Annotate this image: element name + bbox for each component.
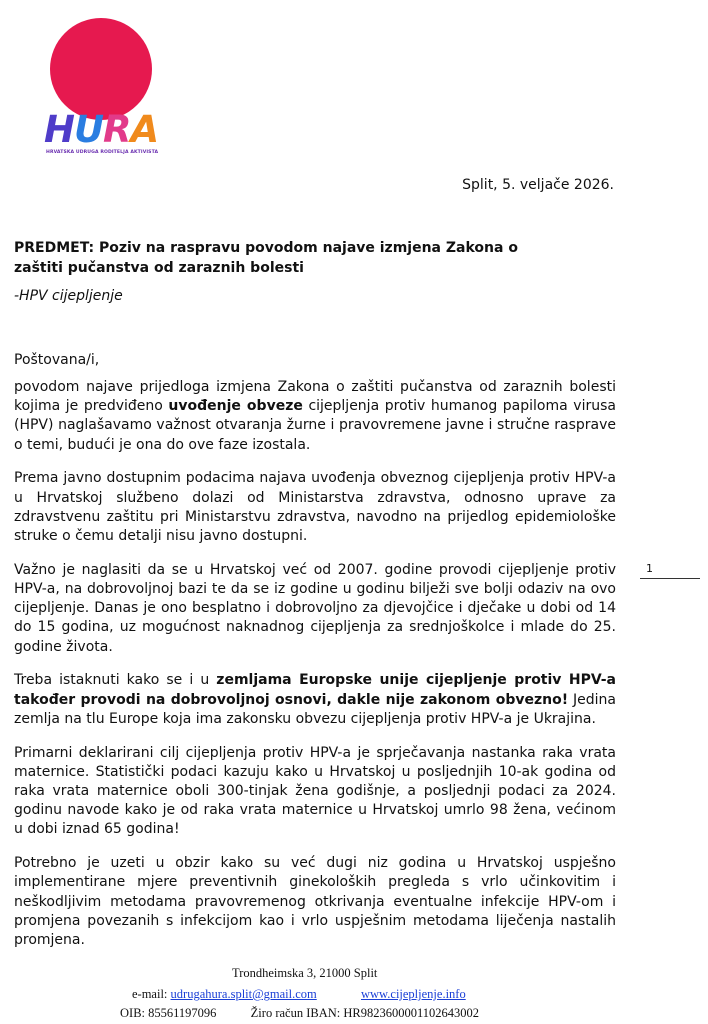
margin-note-number: 1 <box>646 562 653 575</box>
logo-tagline: HRVATSKA UDRUGA RODITELJA AKTIVISTA <box>46 150 159 155</box>
footer-iban: Žiro račun IBAN: HR9823600001102643002 <box>250 1006 480 1020</box>
footer-website-link[interactable]: www.cijepljenje.info <box>361 987 466 1001</box>
letter-date: Split, 5. veljače 2026. <box>462 177 614 193</box>
footer-address: Trondheimska 3, 21000 Split <box>232 966 378 980</box>
logo-letter-r: R <box>103 108 131 151</box>
hura-logo-icon <box>50 18 152 120</box>
paragraph-1-text-a: povodom najave prijedloga izmjena Zakona o zaštiti pučanstva od zaraznih bolesti kojima je predviđeno <box>14 379 616 415</box>
hura-logo <box>28 14 178 154</box>
paragraph-6: Potrebno je uzeti u obzir kako su već dugi niz godina u Hrvatskoj uspješno implementirane mjere preventivnih ginekoloških pregleda s vrlo učinkovitim i neškodljivim metodama pravovremenog otkrivanja eventualne infekcije HPV-om i promjena povezanih s infekcijom kao i vrlo uspješnim metodama liječenja nastalih promjena. <box>14 855 616 949</box>
footer-contact <box>132 987 466 1002</box>
margin-note <box>640 562 702 579</box>
logo-letter-h: H <box>44 108 74 151</box>
logo-letter-u: U <box>73 108 104 151</box>
paragraph-1 <box>14 378 616 455</box>
paragraph-4-text-c: Jedina zemlja na tlu Europe koja ima zakonsku obvezu cijepljenja protiv HPV-a je Ukrajina. <box>14 691 617 727</box>
footer-ids <box>120 1006 479 1021</box>
paragraph-1-emphasis: uvođenje obveze <box>168 398 303 415</box>
margin-note-rule <box>640 578 700 579</box>
paragraph-4-emphasis: zemljama Europske unije cijepljenje protiv HPV-a također provodi na dobrovoljnoj osnovi, dakle nije zakonom obvezno! <box>14 672 616 708</box>
footer-email-link[interactable]: udrugahura.split@gmail.com <box>170 987 317 1001</box>
letter-subject: PREDMET: Poziv na raspravu povodom najave izmjena Zakona o zaštiti pučanstva od zaraznih bolesti <box>14 240 518 276</box>
logo-letter-a: A <box>130 108 159 151</box>
paragraph-4 <box>14 671 616 729</box>
footer-email-label: e-mail: <box>132 987 168 1001</box>
paragraph-4-text-a: Treba istaknuti kako se i u <box>14 672 217 689</box>
logo-wordmark <box>44 110 158 150</box>
footer-oib: OIB: 85561197096 <box>120 1006 217 1020</box>
paragraph-3: Važno je naglasiti da se u Hrvatskoj već od 2007. godine provodi cijepljenje protiv HPV-a, na dobrovoljnoj bazi te da se iz godine u godinu bilježi sve bolji odaziv na ovo cijepljenje. Danas je ono besplatno i dobrovoljno za djevojčice i dječake u dobi od 14 do 15 godina, uz mogućnost naknadnog cijepljenja za srednjoškolce i mlade do 25. godine života. <box>14 561 616 655</box>
paragraph-1-text-c: cijepljenja protiv humanog papiloma virusa (HPV) naglašavamo važnost otvaranja žurne i pravovremene javne i stručne rasprave o temi, budući je ona do ove faze izostala. <box>14 398 616 453</box>
salutation: Poštovana/i, <box>14 352 100 368</box>
letter-subtitle: -HPV cijepljenje <box>14 288 123 304</box>
letter-body <box>14 378 616 965</box>
paragraph-2: Prema javno dostupnim podacima najava uvođenja obveznog cijepljenja protiv HPV-a u Hrvatskoj službeno dolazi od Ministarstva zdravstva, odnosno uprave za zdravstvenu zaštitu pri Ministarstvu zdravstva, navodno na prijedlog epidemiološke struke o čemu detalji nisu javno dostupni. <box>14 470 616 545</box>
paragraph-5: Primarni deklarirani cilj cijepljenja protiv HPV-a je sprječavanja nastanka raka vrata maternice. Statistički podaci kazuju kako u Hrvatskoj u posljednjih 10-ak godina od raka vrata maternice oboli 300-tinjak žena godišnje, a posljednji podaci za 2024. godinu navode kako je od raka vrata maternice u Hrvatskoj umrlo 98 žena, većinom u dobi iznad 65 godina! <box>14 744 616 838</box>
